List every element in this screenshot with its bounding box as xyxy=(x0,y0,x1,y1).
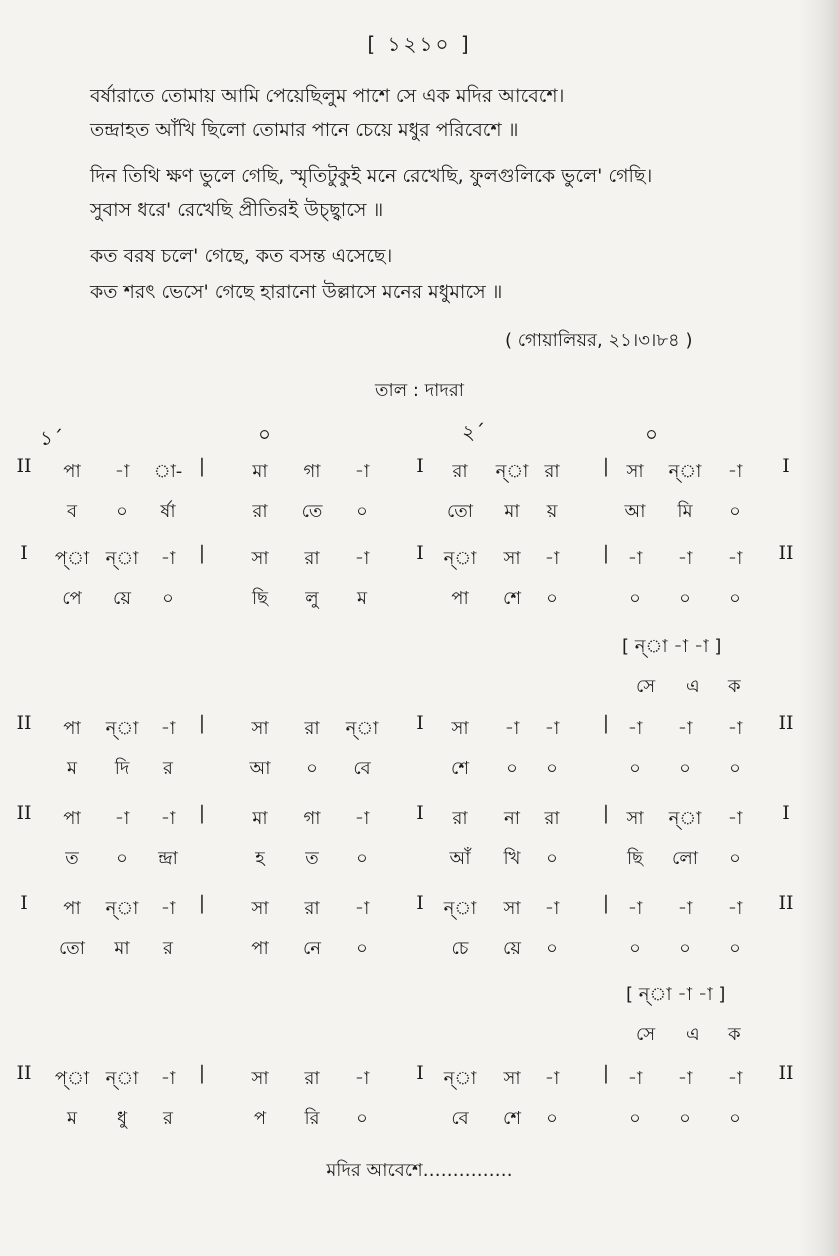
syllable-cell: চে xyxy=(451,938,469,959)
note-cell: ন্‌া xyxy=(105,548,139,569)
note-cell: -া xyxy=(727,718,743,739)
note-cell: সা xyxy=(251,718,269,739)
note-cell: না xyxy=(504,808,520,829)
syllable-cell: য়ে xyxy=(503,938,521,959)
syllable-cell: ০ xyxy=(306,758,318,779)
syllable-cell: ০ xyxy=(546,848,558,869)
syllable-cell: ব xyxy=(66,501,78,522)
note-cell: রা xyxy=(304,1068,320,1089)
bar-divider: | xyxy=(602,892,610,914)
syllable-cell: ছি xyxy=(626,848,644,869)
note-cell: পা xyxy=(63,718,81,739)
syllable-cell: ০ xyxy=(729,848,741,869)
note-cell: রা xyxy=(304,898,320,919)
note-cell: রা xyxy=(304,718,320,739)
note-cell: ন্‌া xyxy=(105,718,139,739)
note-cell: সা xyxy=(626,461,644,482)
note-cell: ন্‌া xyxy=(495,461,529,482)
note-cell: -া xyxy=(544,898,560,919)
syllable-cell: ০ xyxy=(679,588,691,609)
note-cell: সা xyxy=(626,808,644,829)
bar-divider: | xyxy=(602,1062,610,1084)
note-cell: -া xyxy=(114,461,130,482)
syllable-cell: পা xyxy=(251,938,269,959)
bar-divider: | xyxy=(602,542,610,564)
note-cell: -া xyxy=(114,808,130,829)
bar-divider: I xyxy=(416,1062,424,1084)
bar-divider: | xyxy=(198,802,206,824)
syllable-cell: ০ xyxy=(679,938,691,959)
insert-syllable: ক xyxy=(728,676,741,697)
note-cell: -া xyxy=(677,718,693,739)
bar-divider: | xyxy=(602,455,610,477)
note-cell: গা xyxy=(303,808,321,829)
syllable-cell: ০ xyxy=(546,938,558,959)
bar-divider: | xyxy=(602,712,610,734)
note-cell: মা xyxy=(252,461,268,482)
syllable-cell: ০ xyxy=(162,588,174,609)
lyric-line-1: বর্ষারাতে তোমায় আমি পেয়েছিলুম পাশে সে এক মদির আবেশে। xyxy=(90,85,565,107)
lyric-line-2: তন্দ্রাহত আঁখি ছিলো তোমার পানে চেয়ে মধুর পরিবেশে ॥ xyxy=(90,119,519,141)
syllable-cell: ০ xyxy=(546,758,558,779)
syllable-cell: বে xyxy=(353,758,371,779)
page-number: [ ১২১০ ] xyxy=(367,32,472,56)
note-cell: ন্‌া xyxy=(668,808,702,829)
syllable-cell: য় xyxy=(546,501,558,522)
note-cell: ন্‌া xyxy=(105,1068,139,1089)
syllable-cell: ম xyxy=(357,588,367,609)
note-cell: পা xyxy=(63,898,81,919)
bar-line-end: II xyxy=(778,712,794,734)
syllable-cell: ০ xyxy=(356,1108,368,1129)
note-cell: -া xyxy=(677,548,693,569)
syllable-cell: আ xyxy=(624,501,646,522)
syllable-cell: র xyxy=(163,758,173,779)
note-cell: -া xyxy=(504,718,520,739)
syllable-cell: শে xyxy=(503,588,521,609)
bar-line-end: I xyxy=(782,455,790,477)
syllable-cell: ত xyxy=(305,848,319,869)
beat-mark: ২´ xyxy=(462,420,486,444)
syllable-cell: ০ xyxy=(729,588,741,609)
note-cell: -া xyxy=(354,808,370,829)
note-cell: গা xyxy=(303,461,321,482)
note-cell: পা xyxy=(63,461,81,482)
syllable-cell: খি xyxy=(503,848,521,869)
syllable-cell: নে xyxy=(302,938,322,959)
syllable-cell: মি xyxy=(677,501,693,522)
syllable-cell: ০ xyxy=(729,938,741,959)
lyric-line-4: সুবাস ধরে' রেখেছি প্রীতিরই উচ্ছ্বাসে ॥ xyxy=(90,199,384,221)
bar-line-start: II xyxy=(16,1062,32,1084)
insert-syllable: এ xyxy=(686,676,700,697)
bar-line-start: II xyxy=(16,712,32,734)
note-cell: -া xyxy=(354,1068,370,1089)
note-cell: সা xyxy=(503,898,521,919)
syllable-cell: ম xyxy=(67,1108,77,1129)
note-cell: -া xyxy=(544,1068,560,1089)
note-cell: -া xyxy=(727,1068,743,1089)
syllable-cell: ০ xyxy=(729,501,741,522)
bar-divider: | xyxy=(198,892,206,914)
syllable-cell: ০ xyxy=(629,938,641,959)
note-cell: -া xyxy=(160,548,176,569)
syllable-cell: ত xyxy=(65,848,79,869)
syllable-cell: তো xyxy=(58,938,86,959)
note-cell: -া xyxy=(627,718,643,739)
syllable-cell: প xyxy=(253,1108,267,1129)
syllable-cell: ০ xyxy=(546,1108,558,1129)
syllable-cell: ছি xyxy=(251,588,269,609)
syllable-cell: বে xyxy=(451,1108,469,1129)
bar-divider: I xyxy=(416,802,424,824)
syllable-cell: ০ xyxy=(729,1108,741,1129)
syllable-cell: ০ xyxy=(506,758,518,779)
note-cell: -া xyxy=(160,718,176,739)
syllable-cell: ০ xyxy=(679,758,691,779)
note-cell: সা xyxy=(251,898,269,919)
syllable-cell: ন্দ্রা xyxy=(158,848,178,869)
lyric-line-6: কত শরৎ ভেসে' গেছে হারানো উল্লাসে মনের মধুমাসে ॥ xyxy=(90,281,503,303)
bar-divider: I xyxy=(416,455,424,477)
note-cell: প্‌া xyxy=(54,1068,90,1089)
syllable-cell: পে xyxy=(62,588,82,609)
note-cell: ন্‌া xyxy=(443,548,477,569)
bar-line-end: II xyxy=(778,1062,794,1084)
note-cell: ন্‌া xyxy=(668,461,702,482)
note-cell: -া xyxy=(727,461,743,482)
bar-divider: | xyxy=(198,455,206,477)
bar-divider: I xyxy=(416,542,424,564)
note-cell: -া xyxy=(354,898,370,919)
note-cell: -া xyxy=(627,548,643,569)
syllable-cell: লো xyxy=(672,848,698,869)
note-cell: রা xyxy=(544,461,560,482)
note-cell: ন্‌া xyxy=(443,898,477,919)
beat-mark: ০ xyxy=(258,422,272,446)
bar-line-end: II xyxy=(778,542,794,564)
note-cell: -া xyxy=(677,898,693,919)
note-cell: মা xyxy=(252,808,268,829)
syllable-cell: ০ xyxy=(629,1108,641,1129)
note-cell: -া xyxy=(727,898,743,919)
bar-line-end: I xyxy=(782,802,790,824)
syllable-cell: আ xyxy=(249,758,271,779)
note-cell: -া xyxy=(160,808,176,829)
insert-syllable: সে xyxy=(636,1024,656,1045)
syllable-cell: ০ xyxy=(116,501,128,522)
note-cell: পা xyxy=(63,808,81,829)
note-cell: প্‌া xyxy=(54,548,90,569)
bar-line-start: II xyxy=(16,455,32,477)
syllable-cell: হ xyxy=(255,848,265,869)
syllable-cell: ০ xyxy=(356,501,368,522)
syllable-cell: ০ xyxy=(679,1108,691,1129)
syllable-cell: র xyxy=(163,1108,173,1129)
note-cell: া- xyxy=(153,461,183,482)
note-cell: -া xyxy=(354,548,370,569)
source-note: ( গোয়ালিয়র, ২১।৩।৮৪ ) xyxy=(505,330,693,351)
syllable-cell: য়ে xyxy=(113,588,131,609)
note-cell: ন্‌া xyxy=(105,898,139,919)
syllable-cell: ০ xyxy=(356,938,368,959)
insert-notes: [ ন্‌া -া -া ] xyxy=(626,984,726,1005)
bar-divider: | xyxy=(198,712,206,734)
bar-line-end: II xyxy=(778,892,794,914)
note-cell: সা xyxy=(451,718,469,739)
bar-line-start: I xyxy=(20,892,28,914)
note-cell: রা xyxy=(452,461,468,482)
syllable-cell: ০ xyxy=(729,758,741,779)
note-cell: সা xyxy=(251,548,269,569)
beat-mark: ১´ xyxy=(40,426,63,450)
bar-divider: I xyxy=(416,712,424,734)
note-cell: ন্‌া xyxy=(443,1068,477,1089)
note-cell: -া xyxy=(727,808,743,829)
bar-divider: | xyxy=(602,802,610,824)
footer-line: মদির আবেশে…………… xyxy=(326,1160,513,1181)
bar-line-start: II xyxy=(16,802,32,824)
insert-syllable: সে xyxy=(636,676,656,697)
note-cell: ন্‌া xyxy=(345,718,379,739)
lyric-line-5: কত বরষ চলে' গেছে, কত বসন্ত এসেছে। xyxy=(90,245,393,267)
note-cell: রা xyxy=(452,808,468,829)
syllable-cell: র্ষা xyxy=(160,501,176,522)
syllable-cell: রি xyxy=(304,1108,320,1129)
note-cell: -া xyxy=(627,1068,643,1089)
syllable-cell: র xyxy=(163,938,173,959)
note-cell: সা xyxy=(503,548,521,569)
syllable-cell: লু xyxy=(305,588,319,609)
note-cell: -া xyxy=(627,898,643,919)
note-cell: সা xyxy=(503,1068,521,1089)
syllable-cell: শে xyxy=(503,1108,521,1129)
syllable-cell: মা xyxy=(504,501,520,522)
tala-label: তাল : দাদরা xyxy=(375,380,464,401)
note-cell: -া xyxy=(677,1068,693,1089)
syllable-cell: রা xyxy=(252,501,268,522)
note-cell: -া xyxy=(544,718,560,739)
bar-divider: | xyxy=(198,1062,206,1084)
lyric-line-3: দিন তিথি ক্ষণ ভুলে গেছি, স্মৃতিটুকুই মনে রেখেছি, ফুলগুলিকে ভুলে' গেছি। xyxy=(90,165,653,187)
bar-line-start: I xyxy=(20,542,28,564)
note-cell: -া xyxy=(160,1068,176,1089)
note-cell: -া xyxy=(160,898,176,919)
syllable-cell: তো xyxy=(446,501,474,522)
syllable-cell: ০ xyxy=(629,758,641,779)
syllable-cell: ০ xyxy=(356,848,368,869)
syllable-cell: মা xyxy=(114,938,130,959)
syllable-cell: শে xyxy=(451,758,469,779)
insert-notes: [ ন্‌া -া -া ] xyxy=(622,636,722,657)
syllable-cell: ০ xyxy=(116,848,128,869)
bar-divider: I xyxy=(416,892,424,914)
beat-mark: ০ xyxy=(645,422,659,446)
note-cell: -া xyxy=(544,548,560,569)
syllable-cell: তে xyxy=(301,501,323,522)
insert-syllable: ক xyxy=(728,1024,741,1045)
syllable-cell: ধু xyxy=(116,1108,128,1129)
note-cell: -া xyxy=(354,461,370,482)
syllable-cell: ০ xyxy=(546,588,558,609)
note-cell: রা xyxy=(544,808,560,829)
syllable-cell: দি xyxy=(114,758,130,779)
syllable-cell: ম xyxy=(67,758,77,779)
insert-syllable: এ xyxy=(686,1024,700,1045)
syllable-cell: ০ xyxy=(629,588,641,609)
bar-divider: | xyxy=(198,542,206,564)
note-cell: সা xyxy=(251,1068,269,1089)
syllable-cell: পা xyxy=(451,588,469,609)
note-cell: -া xyxy=(727,548,743,569)
note-cell: রা xyxy=(304,548,320,569)
syllable-cell: আঁ xyxy=(449,848,471,869)
